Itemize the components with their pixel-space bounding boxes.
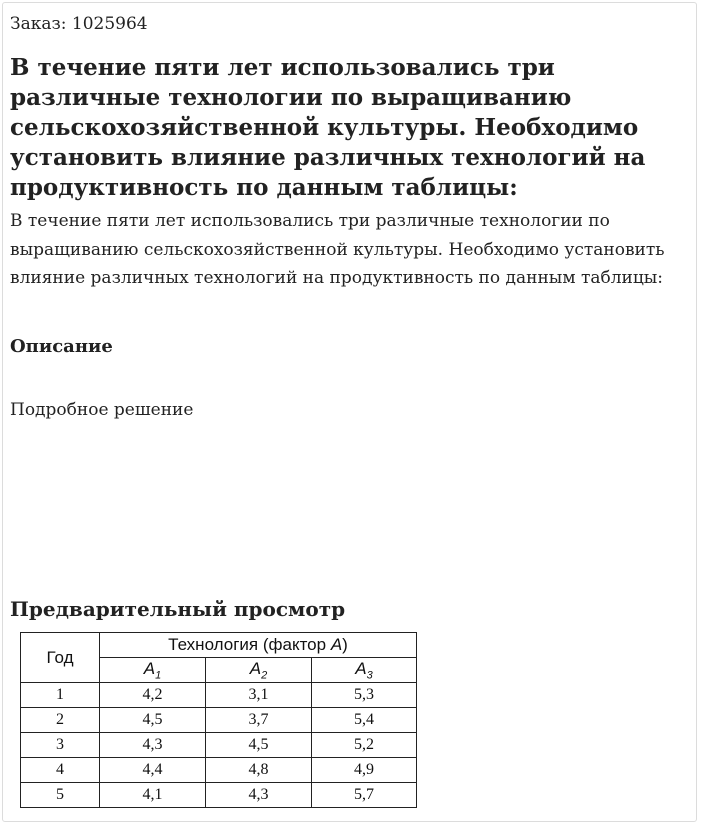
table-cell: 4,9 [312,758,417,783]
group-header-prefix: Технология (фактор [168,635,331,654]
group-header-suffix: ) [342,635,348,654]
column-header-a1 [100,658,206,683]
table-cell: 1 [21,683,100,708]
group-header-factor: A [330,635,343,654]
column-letter: A [143,658,156,678]
table-row [21,683,417,708]
preview-table [20,632,417,808]
table-cell: 4,5 [100,708,206,733]
table-cell: 3,7 [206,708,312,733]
content-card [2,2,697,822]
table-cell: 4,3 [100,733,206,758]
order-number: Заказ: 1025964 [10,14,148,34]
table-cell: 5 [21,783,100,808]
table-cell: 5,2 [312,733,417,758]
table-cell: 5,3 [312,683,417,708]
description-heading: Описание [10,336,113,357]
preview-heading: Предварительный просмотр [10,597,346,621]
table-cell: 5,4 [312,708,417,733]
table-cell: 3 [21,733,100,758]
table-cell: 2 [21,708,100,733]
table-cell: 4,3 [206,783,312,808]
table-row [21,783,417,808]
column-index: 2 [261,669,268,682]
table-cell: 3,1 [206,683,312,708]
column-letter: A [249,658,262,678]
column-header-a2 [206,658,312,683]
table-cell: 4,4 [100,758,206,783]
year-header: Год [21,633,100,683]
column-index: 1 [155,669,162,682]
technology-group-header [100,633,417,658]
table-row [21,758,417,783]
column-letter: A [355,658,367,678]
detailed-solution-label: Подробное решение [10,400,194,420]
column-index: 3 [366,669,373,682]
column-header-a3 [312,658,417,683]
table-cell: 4 [21,758,100,783]
task-title: В течение пяти лет использовались три различные технологии по выращиванию сельскохозяйственной культуры. Необходимо установить влияние различных технологий на продуктивность по данным таблицы: [10,54,646,201]
table-header-row [21,633,417,658]
table-cell: 4,2 [100,683,206,708]
table-cell: 4,1 [100,783,206,808]
table-cell: 4,8 [206,758,312,783]
table-row [21,708,417,733]
task-description: В течение пяти лет использовались три различные технологии по выращиванию сельскохозяйственной культуры. Необходимо установить влияние различных технологий на продуктивность по данным таблицы: [10,211,665,288]
table-cell: 5,7 [312,783,417,808]
table-row [21,733,417,758]
table-cell: 4,5 [206,733,312,758]
